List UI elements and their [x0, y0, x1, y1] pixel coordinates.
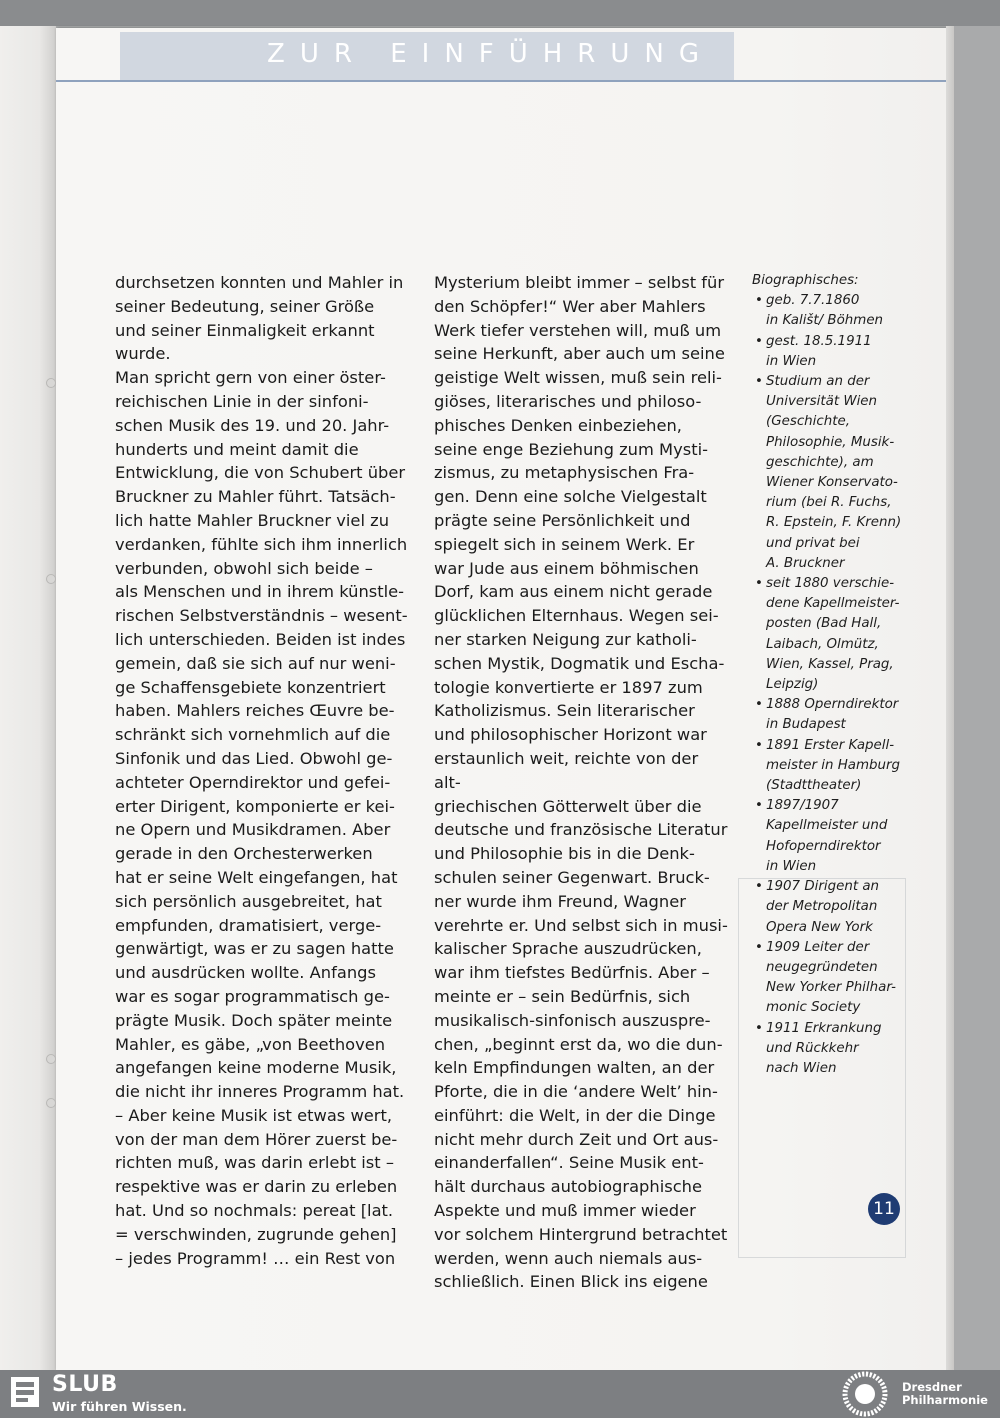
list-item: • 1888 Operndirektor in Budapest — [752, 695, 912, 735]
paragraph: Man spricht gern von einer öster- reichischen Linie in der sinfoni- schen Musik des 19. und 20. Jahr- hunderts und meint damit die Entwicklung, die von Schubert über Bruckner zu Mahler führt. Tatsäch- lich hatte Mahler Bruckner viel zu verdanken, fühlte sich ihm innerlich verbunden, obwohl sich beide – als Menschen und in ihrem künstle- rischen Selbstverständnis – wesent- lich unterschieden. Beiden ist indes gemein, daß sie sich auf nur weni- ge Schaffensgebiete konzentriert haben. Mahlers reiches Œuvre be- schränkt sich vornehmlich auf die Sinfonik und das Lied. Obwohl ge- achteter Operndirektor und gefei- erter Dirigent, komponierte er kei- ne Opern und Musikdramen. Aber gerade in den Orchesterwerken hat er seine Welt eingefangen, hat sich persönlich ausgebreitet, hat empfunden, dramatisiert, verge- genwärtigt, was er zu sagen hatte und ausdrücken wollte. Anfangs war es sogar programmatisch ge- prägte Musik. Doch später meinte Mahler, es gäbe, „von Beethoven angefangen keine moderne Musik, die nicht ihr inneres Programm hat. – Aber keine Musik ist etwas wert, von der man dem Hörer zuerst be- richten muß, was darin erlebt ist – respektive was er darin zu erleben hat. Und so nochmals: pereat [lat. = verschwinden, zugrunde gehen] – jedes Programm! … ein Rest von — [115, 368, 408, 1268]
page-number-badge: 11 — [868, 1193, 900, 1225]
section-header — [120, 32, 734, 80]
binding-hole — [46, 574, 56, 584]
partner-name-line1: Dresdner — [902, 1380, 962, 1394]
header-rule — [56, 80, 946, 82]
list-item: • 1907 Dirigent an der Metropolitan Opera New York — [752, 877, 912, 938]
binding-hole — [46, 1098, 56, 1108]
binding-hole — [46, 1054, 56, 1064]
text-column-left — [115, 271, 411, 1270]
dresdner-philharmonie-logo-icon — [842, 1371, 888, 1417]
paragraph: durchsetzen konnten und Mahler in seiner Bedeutung, seiner Größe und seiner Einmaligkeit erkannt wurde. — [115, 273, 404, 364]
biography-list — [752, 291, 912, 1079]
footer-bar — [0, 1370, 1000, 1418]
section-title: ZUR EINFÜHRUNG — [267, 39, 714, 69]
list-item: • gest. 18.5.1911 in Wien — [752, 332, 912, 372]
list-item: • 1911 Erkrankung und Rückkehr nach Wien — [752, 1019, 912, 1080]
slub-logo-icon — [10, 1376, 40, 1408]
biography-sidebar — [752, 271, 912, 1079]
list-item: • 1909 Leiter der neugegründeten New Yorker Philhar- monic Society — [752, 938, 912, 1019]
paragraph: Mysterium bleibt immer – selbst für den Schöpfer!“ Wer aber Mahlers Werk tiefer verstehen will, muß um seine Herkunft, aber auch um seine geistige Welt wissen, muß sein reli- giöses, literarisches und philoso- phisches Denken einbeziehen, seine enge Beziehung zum Mysti- zismus, zu metaphysischen Fra- gen. Denn eine solche Vielgestalt prägte seine Persönlichkeit und spiegelt sich in seinem Werk. Er war Jude aus einem böhmischen Dorf, kam aus einem nicht gerade glücklichen Elternhaus. Wegen sei- ner starken Neigung zur katholi- schen Mystik, Dogmatik und Escha- tologie konvertierte er 1897 zum Katholizismus. Sein literarischer und philosophischer Horizont war erstaunlich weit, reichte von der alt- griechischen Götterwelt über die deutsche und französische Literatur und Philosophie bis in die Denk- schulen seiner Gegenwart. Bruck- ner wurde ihm Freund, Wagner verehrte er. Und selbst sich in musi- kalischer Sprache auszudrücken, war ihm tiefstes Bedürfnis. Aber – meinte er – sein Bedürfnis, sich musikalisch-sinfonisch auszuspre- chen, „beginnt erst da, wo die dun- keln Empfindungen walten, an der Pforte, die in die ‘andere Welt’ hin- einführt: die Welt, in der die Dinge nicht mehr durch Zeit und Ort aus- einanderfallen“. Seine Musik ent- hält durchaus autobiographische Aspekte und muß immer wieder vor solchem Hintergrund betrachtet werden, wenn auch niemals aus- schließlich. Einen Blick ins eigene — [434, 273, 728, 1292]
list-item: • 1891 Erster Kapell- meister in Hamburg (Stadttheater) — [752, 736, 912, 797]
binding-hole — [46, 378, 56, 388]
partner-name-line2: Philharmonie — [902, 1393, 988, 1407]
library-name: SLUB — [52, 1372, 118, 1397]
text-column-middle — [434, 271, 730, 1294]
partner-logo-text — [902, 1381, 988, 1407]
list-item: • Studium an der Universität Wien (Geschichte, Philosophie, Musik- geschichte), am Wiener Konservato- rium (bei R. Fuchs, R. Epstein, F. Krenn) und privat bei A. Bruckner — [752, 372, 912, 574]
right-page-edge — [946, 26, 954, 1370]
list-item: • 1897/1907 Kapellmeister und Hofoperndirektor in Wien — [752, 796, 912, 877]
library-tagline: Wir führen Wissen. — [52, 1399, 187, 1414]
list-item: • seit 1880 verschie- dene Kapellmeister- posten (Bad Hall, Laibach, Olmütz, Wien, Kassel, Prag, Leipzig) — [752, 574, 912, 695]
list-item: • geb. 7.7.1860 in Kališt/ Böhmen — [752, 291, 912, 331]
left-page-edge — [0, 26, 56, 1370]
sidebar-heading: Biographisches: — [752, 273, 859, 288]
